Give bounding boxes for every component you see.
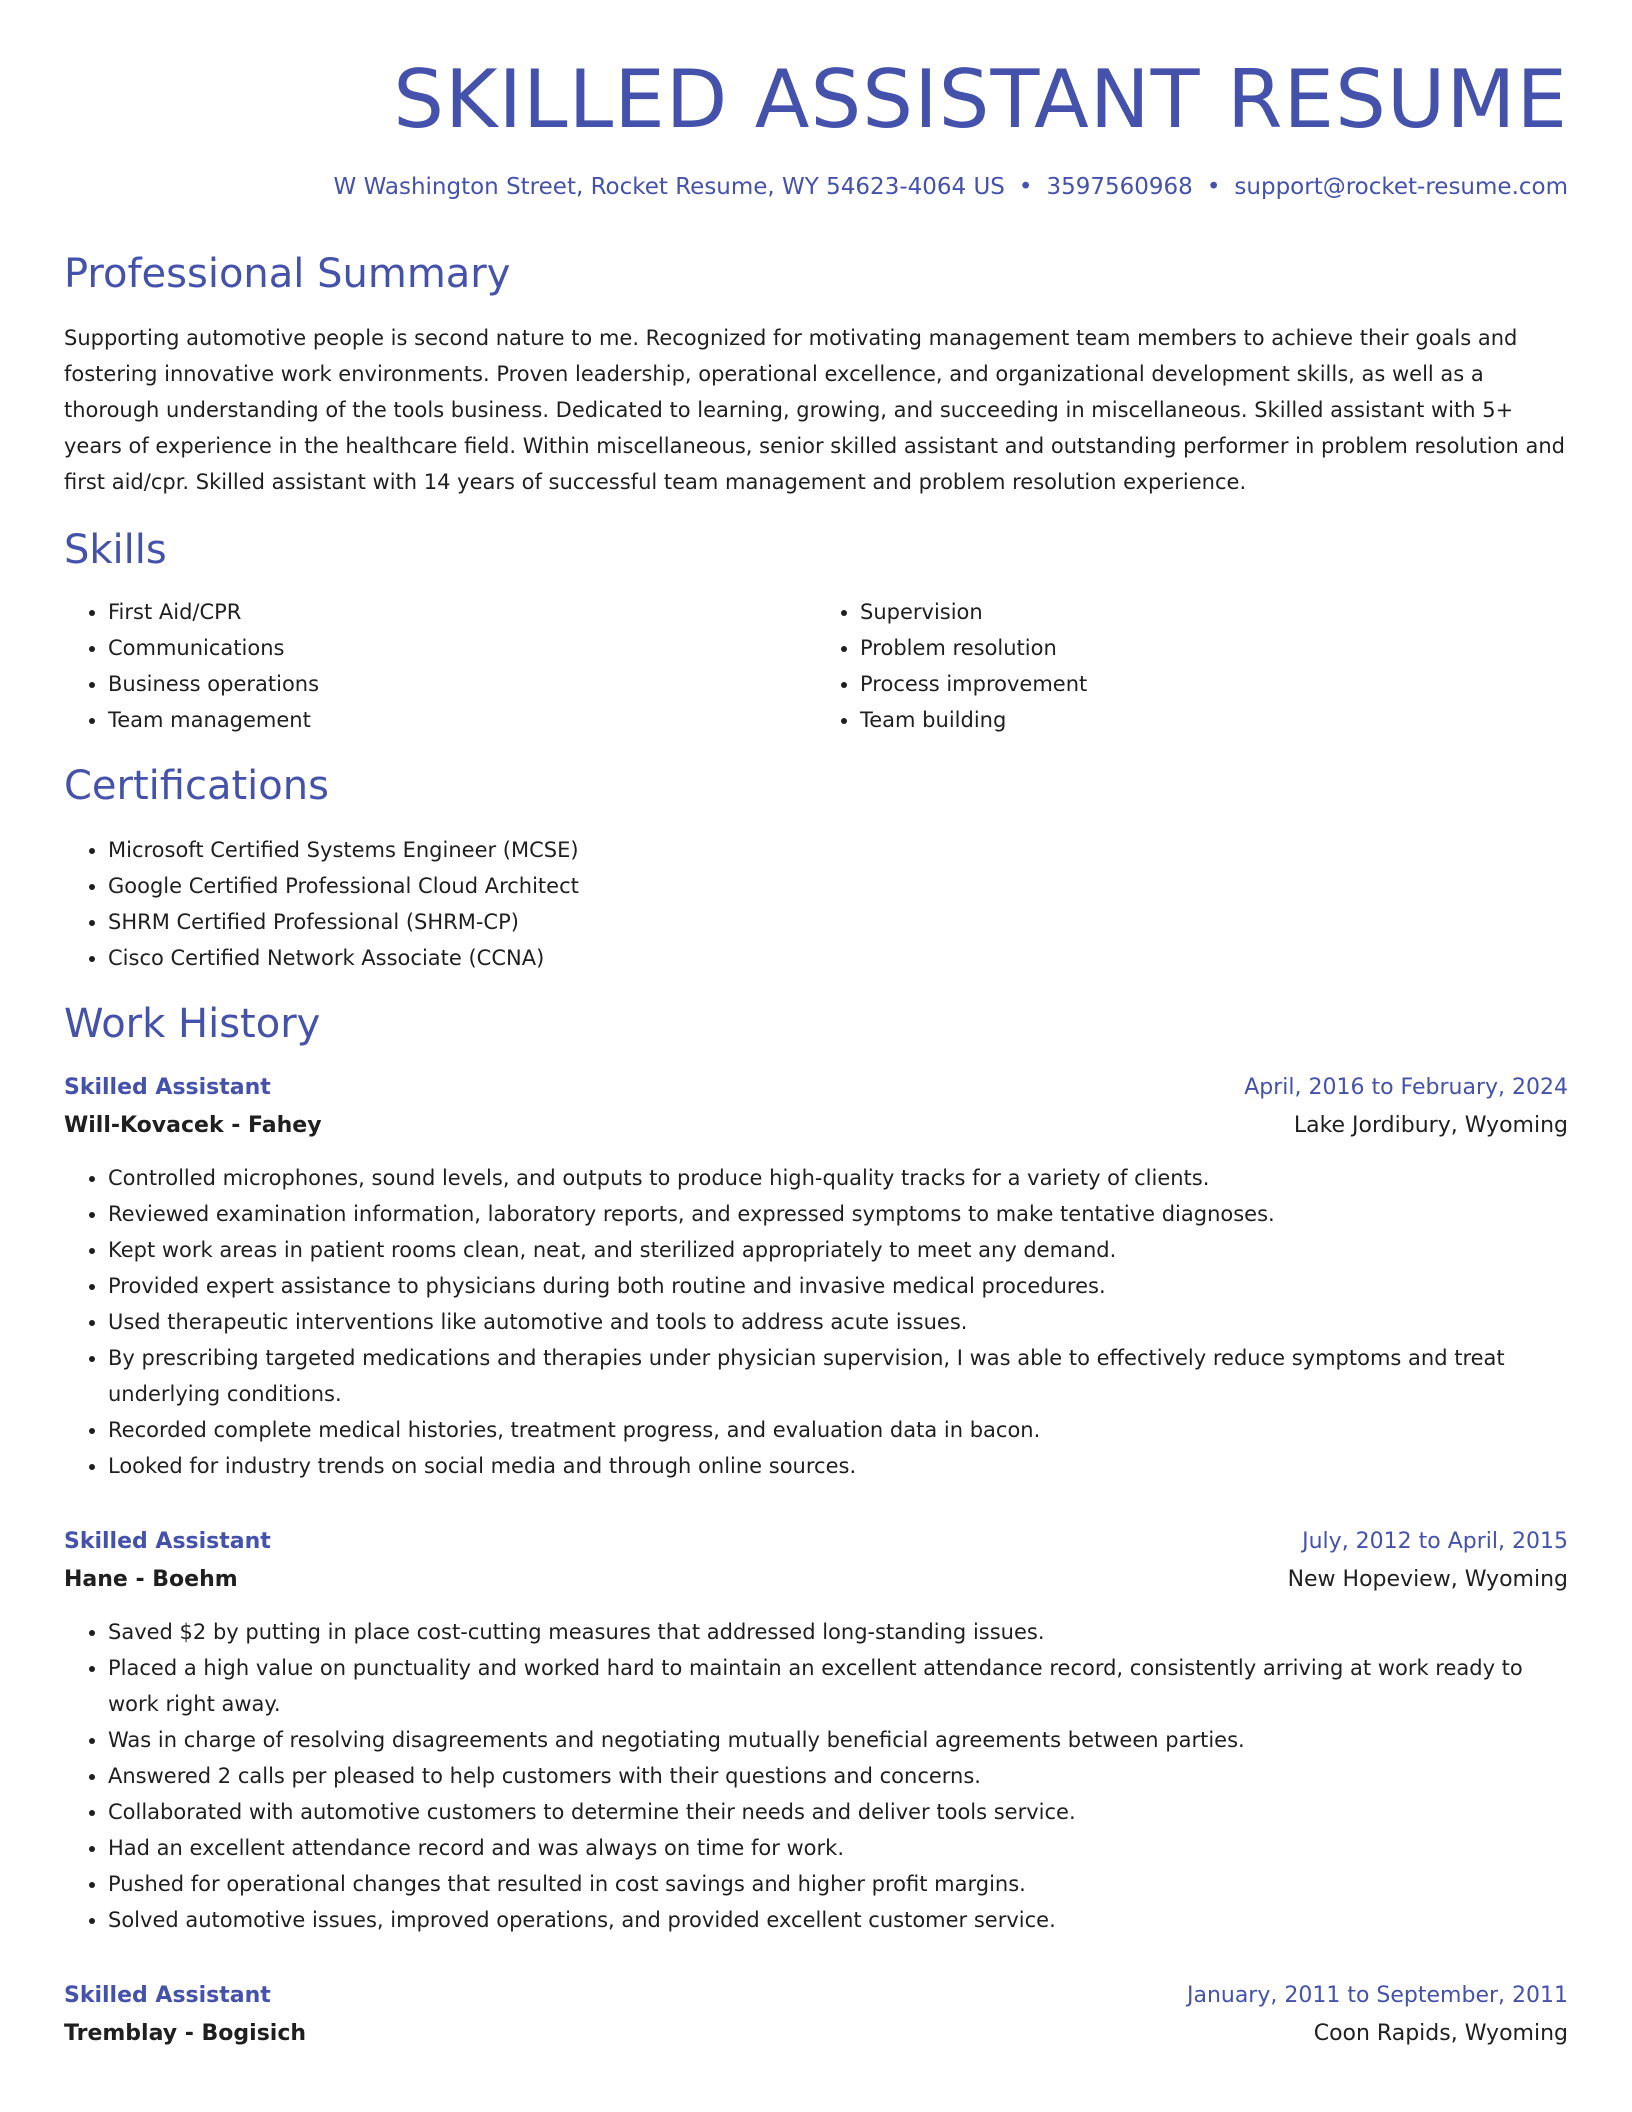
job-title: Skilled Assistant bbox=[64, 1075, 271, 1100]
job-entry bbox=[64, 1524, 1568, 1938]
certification-item: • Cisco Certified Network Associate (CCNA) bbox=[108, 940, 1568, 976]
job-company: Hane - Boehm bbox=[64, 1567, 238, 1592]
job-bullet: • Kept work areas in patient rooms clean, neat, and sterilized appropriately to meet any demand. bbox=[108, 1232, 1568, 1268]
job-bullet: • Had an excellent attendance record and was always on time for work. bbox=[108, 1830, 1568, 1866]
work-history-section bbox=[64, 1000, 1568, 2054]
job-bullet: • Reviewed examination information, laboratory reports, and expressed symptoms to make tentative diagnoses. bbox=[108, 1196, 1568, 1232]
contact-address: W Washington Street, Rocket Resume, WY 54623-4064 US bbox=[333, 174, 1005, 200]
job-bullet: • Controlled microphones, sound levels, and outputs to produce high-quality tracks for a variety of clients. bbox=[108, 1160, 1568, 1196]
summary-heading: Professional Summary bbox=[64, 251, 511, 297]
skill-item: • Team management bbox=[108, 702, 816, 738]
job-bullet: • Used therapeutic interventions like automotive and tools to address acute issues. bbox=[108, 1304, 1568, 1340]
certifications-section bbox=[64, 762, 1568, 976]
skills-section bbox=[64, 526, 1568, 738]
skill-item: • Communications bbox=[108, 630, 816, 666]
skill-item: • Business operations bbox=[108, 666, 816, 702]
job-header-row bbox=[64, 1070, 1568, 1106]
job-bullet: • Saved $2 by putting in place cost-cutting measures that addressed long-standing issues. bbox=[108, 1614, 1568, 1650]
job-bullets bbox=[64, 1614, 1568, 1938]
skill-item: • Team building bbox=[860, 702, 1568, 738]
job-bullet: • Provided expert assistance to physicians during both routine and invasive medical procedures. bbox=[108, 1268, 1568, 1304]
job-location: Coon Rapids, Wyoming bbox=[1313, 2021, 1568, 2046]
certification-item: • SHRM Certified Professional (SHRM-CP) bbox=[108, 904, 1568, 940]
job-bullet: • Pushed for operational changes that resulted in cost savings and higher profit margins. bbox=[108, 1866, 1568, 1902]
job-bullet: • Solved automotive issues, improved operations, and provided excellent customer service. bbox=[108, 1902, 1568, 1938]
job-bullet: • Was in charge of resolving disagreements and negotiating mutually beneficial agreements between parties. bbox=[108, 1722, 1568, 1758]
contact-line bbox=[64, 174, 1568, 200]
contact-phone: 3597560968 bbox=[1046, 174, 1193, 200]
job-entry bbox=[64, 1978, 1568, 2054]
skill-item: • Problem resolution bbox=[860, 630, 1568, 666]
job-title: Skilled Assistant bbox=[64, 1529, 271, 1554]
job-bullet: • Collaborated with automotive customers to determine their needs and deliver tools service. bbox=[108, 1794, 1568, 1830]
certification-item: • Google Certified Professional Cloud Architect bbox=[108, 868, 1568, 904]
job-bullet: • Placed a high value on punctuality and worked hard to maintain an excellent attendance record, consistently arriving at work ready to work right away. bbox=[108, 1650, 1568, 1722]
job-location: New Hopeview, Wyoming bbox=[1287, 1567, 1568, 1592]
job-entry bbox=[64, 1070, 1568, 1484]
job-company-row bbox=[64, 1106, 1568, 1146]
contact-separator: • bbox=[1018, 174, 1033, 200]
job-bullet: • Answered 2 calls per pleased to help customers with their questions and concerns. bbox=[108, 1758, 1568, 1794]
work-history-heading: Work History bbox=[64, 1001, 321, 1047]
certifications-list bbox=[64, 832, 1568, 976]
job-bullet: • By prescribing targeted medications and therapies under physician supervision, I was able to effectively reduce symptoms and treat underlying conditions. bbox=[108, 1340, 1568, 1412]
certifications-heading: Certifications bbox=[64, 763, 329, 809]
skills-list-left bbox=[64, 594, 816, 738]
job-company-row bbox=[64, 1560, 1568, 1600]
summary-section bbox=[64, 250, 1568, 500]
skills-list-right bbox=[816, 594, 1568, 738]
job-bullet: • Looked for industry trends on social media and through online sources. bbox=[108, 1448, 1568, 1484]
summary-text: Supporting automotive people is second nature to me. Recognized for motivating management team members to achieve their goals and fostering innovative work environments. Proven leadership, operational excellence, and organizational development skills, as well as a thorough understanding of the tools business. Dedicated to learning, growing, and succeeding in miscellaneous. Skilled assistant with 5+ years of experience in the healthcare field. Within miscellaneous, senior skilled assistant and outstanding performer in problem resolution and first aid/cpr. Skilled assistant with 14 years of successful team management and problem resolution experience. bbox=[64, 326, 1565, 494]
resume-title: SKILLED ASSISTANT RESUME bbox=[393, 53, 1568, 146]
job-title: Skilled Assistant bbox=[64, 1983, 271, 2008]
job-company: Will-Kovacek - Fahey bbox=[64, 1113, 322, 1138]
skill-item: • Process improvement bbox=[860, 666, 1568, 702]
skills-heading: Skills bbox=[64, 527, 167, 573]
job-company: Tremblay - Bogisich bbox=[64, 2021, 307, 2046]
certification-item: • Microsoft Certified Systems Engineer (MCSE) bbox=[108, 832, 1568, 868]
job-dates: April, 2016 to February, 2024 bbox=[1244, 1075, 1568, 1100]
job-dates: January, 2011 to September, 2011 bbox=[1186, 1983, 1568, 2008]
skill-item: • Supervision bbox=[860, 594, 1568, 630]
contact-separator: • bbox=[1206, 174, 1221, 200]
contact-email[interactable]: support@rocket-resume.com bbox=[1234, 174, 1568, 200]
job-bullet: • Recorded complete medical histories, treatment progress, and evaluation data in bacon. bbox=[108, 1412, 1568, 1448]
resume-header bbox=[64, 0, 1568, 200]
job-location: Lake Jordibury, Wyoming bbox=[1293, 1113, 1568, 1138]
job-company-row bbox=[64, 2014, 1568, 2054]
job-header-row bbox=[64, 1978, 1568, 2014]
job-dates: July, 2012 to April, 2015 bbox=[1302, 1529, 1568, 1554]
job-bullets bbox=[64, 1160, 1568, 1484]
job-header-row bbox=[64, 1524, 1568, 1560]
skills-columns bbox=[64, 594, 1568, 738]
skill-item: • First Aid/CPR bbox=[108, 594, 816, 630]
